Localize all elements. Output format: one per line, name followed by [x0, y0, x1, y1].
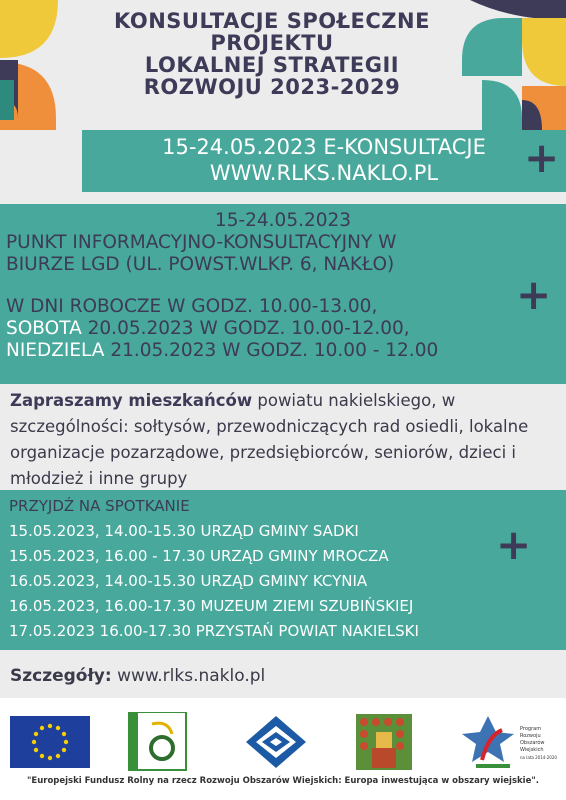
consultation-point-banner [0, 204, 566, 384]
sunday-hours [0, 340, 566, 362]
point-line: BIURZE LGD (UL. POWST.WLKP. 6, NAKŁO) [6, 254, 395, 275]
title-line: PROJEKTU [210, 31, 334, 55]
meeting-item: 16.05.2023, 14.00-15.30 URZĄD GMINY KCYNIA [9, 572, 368, 590]
weekday-hours: W DNI ROBOCZE W GODZ. 10.00-13.00, [6, 296, 378, 317]
lgd-logo-icon [244, 714, 308, 770]
econsultation-dates: 15-24.05.2023 E-KONSULTACJE [162, 135, 486, 159]
saturday-label: SOBOTA [6, 318, 82, 339]
title-line: ROZWOJU 2023-2029 [143, 75, 401, 99]
plus-icon: + [524, 133, 560, 182]
prow-logo-icon [462, 712, 558, 776]
plus-icon: + [496, 520, 532, 569]
program-text: Obszarów [520, 740, 545, 746]
meeting-item: 15.05.2023, 14.00-15.30 URZĄD GMINY SADKI [9, 522, 359, 540]
meetings-banner [0, 490, 566, 650]
meeting-item: 15.05.2023, 16.00 - 17.30 URZĄD GMINY MROCZA [9, 547, 389, 565]
program-text: Wiejskich [520, 747, 544, 753]
title-line: LOKALNEJ STRATEGII [144, 53, 400, 77]
invitation-bold: Zapraszamy mieszkańców [10, 391, 253, 410]
regional-logo-icon [356, 714, 412, 770]
meetings-heading: PRZYJDŹ NA SPOTKANIE [9, 497, 190, 515]
decor-top-left [0, 0, 70, 130]
meeting-item: 17.05.2023 16.00-17.30 PRZYSTAŃ POWIAT NAKIELSKI [9, 622, 419, 640]
saturday-hours [0, 318, 566, 340]
title-line: KONSULTACJE SPOŁECZNE [114, 9, 430, 33]
saturday-text: 20.05.2023 W GODZ. 10.00-12.00, [81, 318, 410, 339]
details-url[interactable]: www.rlks.naklo.pl [117, 666, 266, 686]
eu-flag-icon [10, 716, 90, 768]
page-title [62, 10, 482, 98]
sunday-label: NIEDZIELA [6, 340, 105, 361]
plus-icon: + [516, 270, 552, 319]
footer-caption: "Europejski Fundusz Rolny na rzecz Rozwoju Obszarów Wiejskich: Europa inwestująca w obszary wiejskie". [26, 776, 540, 786]
meeting-item: 16.05.2023, 16.00-17.30 MUZEUM ZIEMI SZUBIŃSKIEJ [9, 597, 414, 615]
leader-text: LEADER [138, 727, 146, 755]
details-line [10, 666, 265, 686]
econsultation-url[interactable]: WWW.RLKS.NAKLO.PL [209, 161, 439, 185]
point-line: PUNKT INFORMACYJNO-KONSULTACYJNY W [6, 232, 397, 253]
sunday-text: 21.05.2023 W GODZ. 10.00 - 12.00 [104, 340, 439, 361]
leader-logo-icon [128, 712, 188, 772]
point-date: 15-24.05.2023 [214, 210, 352, 231]
econsultation-banner [82, 130, 566, 192]
invitation-rest: powiatu nakielskiego, w szczególności: sołtysów, przewodniczących rad osiedli, lokalne organizacje pozarządowe, przedsiębiorców, seniorów, dzieci i młodzież i inne grupy [10, 391, 529, 488]
program-text: na lata 2014-2020 [520, 755, 557, 760]
details-label: Szczegóły: [10, 666, 112, 686]
program-text: Program [520, 726, 542, 732]
invitation-text [10, 388, 560, 492]
program-text: Rozwoju [520, 733, 541, 739]
